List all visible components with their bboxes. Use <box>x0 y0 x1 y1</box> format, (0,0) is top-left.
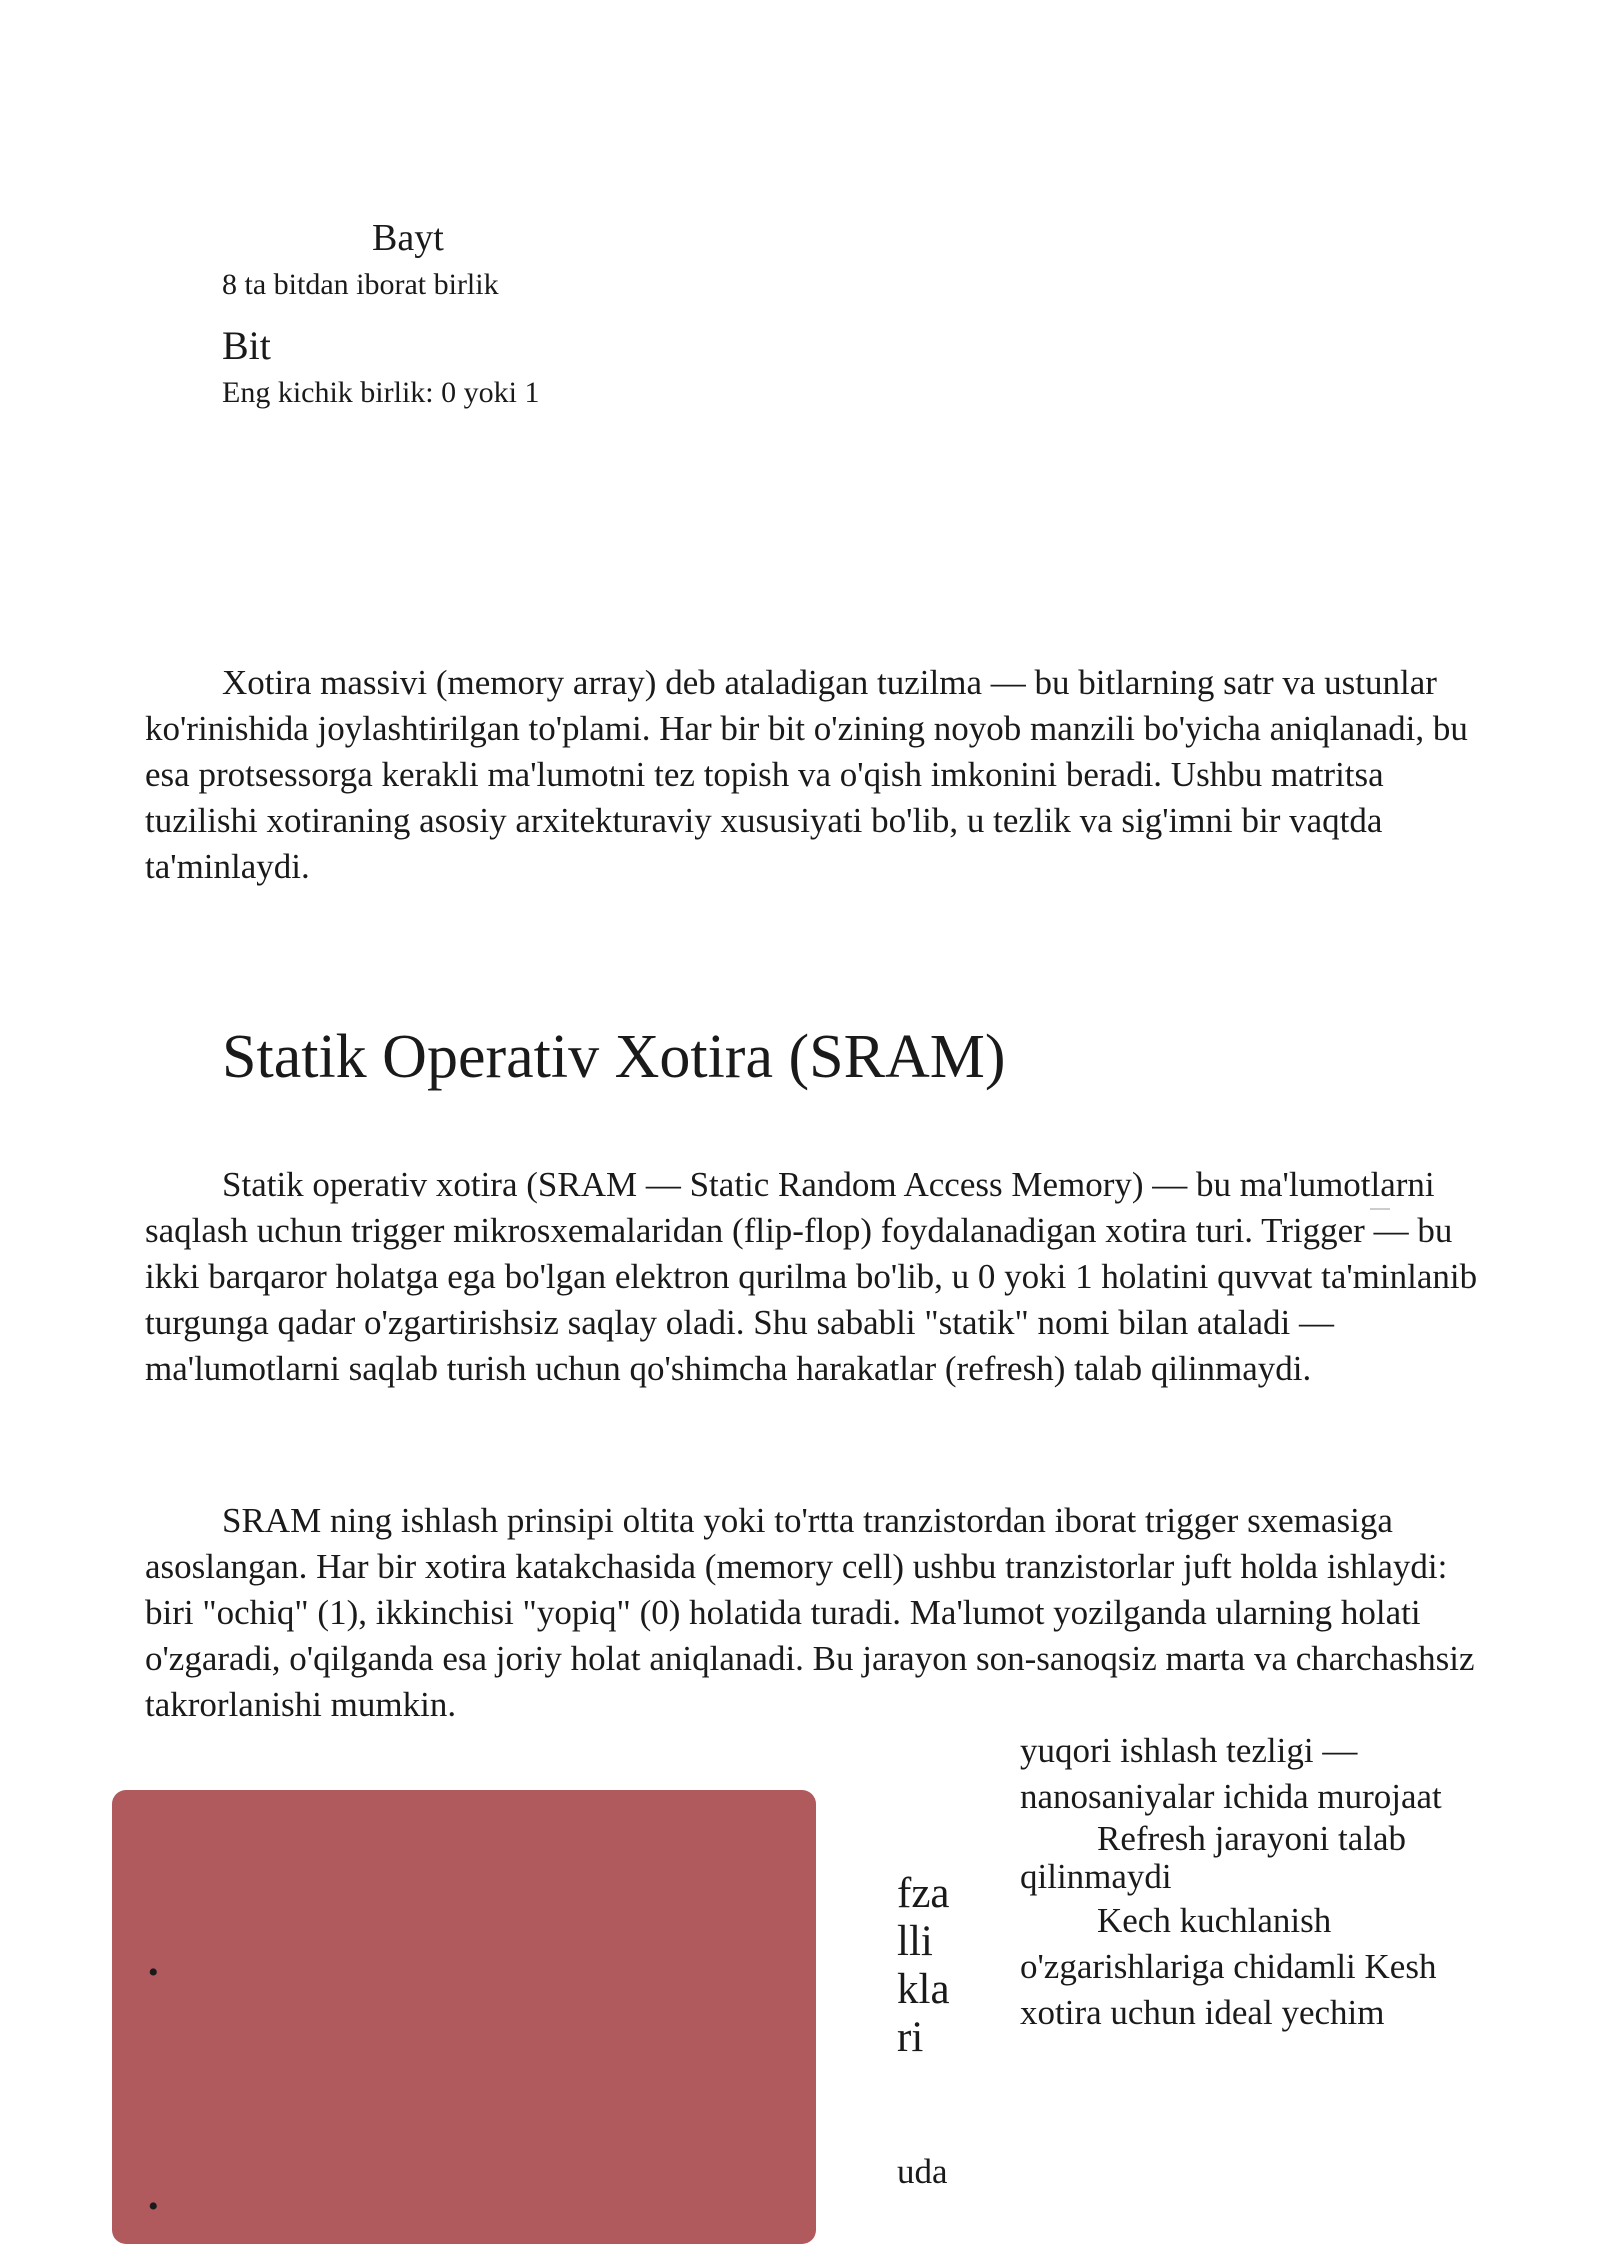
bit-title: Bit <box>222 323 271 368</box>
side-label-line-3: kla <box>897 1966 950 2013</box>
card-bullet-2: • <box>148 2190 159 2223</box>
card-bullet-1: • <box>148 1956 159 1989</box>
bit-description: Eng kichik birlik: 0 yoki 1 <box>222 376 540 409</box>
stray-dash-mark <box>1370 1208 1390 1210</box>
side-label-line-1: fza <box>897 1870 950 1917</box>
right-col-line-1: yuqori ishlash tezligi — nanosaniyalar ichida murojaat <box>1020 1731 1442 1816</box>
bayt-description: 8 ta bitdan iborat birlik <box>222 268 499 301</box>
sram-paragraph-1: Statik operativ xotira (SRAM — Static Random Access Memory) — bu ma'lumotlarni saqlash uchun trigger mikrosxemalaridan (flip-flop) foydalanadigan xotira turi. Trigger — bu ikki barqaror holatga ega bo'lgan elektron qurilma bo'lib, u 0 yoki 1 holatini quvvat ta'minlanib turgunga qadar o'zgartirishsiz saqlay oladi. Shu sababli "statik" nomi bilan ataladi — ma'lumotlarni saqlab turish uchun qo'shimcha harakatlar (refresh) talab qilinmaydi. <box>145 1165 1478 1388</box>
memory-array-paragraph: Xotira massivi (memory array) deb ataladigan tuzilma — bu bitlarning satr va ustunlar ko'rinishida joylashtirilgan to'plami. Har bir bit o'zining noyob manzili bo'yicha aniqlanadi, bu esa protsessorga kerakli ma'lumotni tez topish va o'qish imkonini beradi. Ushbu matritsa tuzilishi xotiraning asosiy arxitekturaviy xususiyati bo'lib, u tezlik va sig'imni bir vaqtda ta'minlaydi. <box>145 663 1468 886</box>
section-heading: Statik Operativ Xotira (SRAM) <box>222 1023 1006 1091</box>
side-label-line-4: ri <box>897 2014 924 2061</box>
side-label-line-2: lli <box>897 1918 933 1965</box>
side-vertical-label <box>897 1870 967 2062</box>
right-col-line-3: Kech kuchlanish o'zgarishlariga chidamli Kesh xotira uchun ideal yechim <box>1020 1901 1437 2032</box>
side-label-extra: uda <box>897 2152 948 2191</box>
bayt-title: Bayt <box>372 217 444 259</box>
right-col-line-2: Refresh jarayoni talab qilinmaydi <box>1020 1819 1407 1896</box>
red-card <box>112 1790 816 2244</box>
sram-paragraph-2: SRAM ning ishlash prinsipi oltita yoki to'rtta tranzistordan iborat trigger sxemasiga asoslangan. Har bir xotira katakchasida (memory cell) ushbu tranzistorlar juft holda ishlaydi: biri "ochiq" (1), ikkinchisi "yopiq" (0) holatida turadi. Ma'lumot yozilganda ularning holati o'zgaradi, o'qilganda esa joriy holat aniqlanadi. Bu jarayon son-sanoqsiz marta va charchashsiz takrorlanishi mumkin. <box>145 1501 1475 1724</box>
